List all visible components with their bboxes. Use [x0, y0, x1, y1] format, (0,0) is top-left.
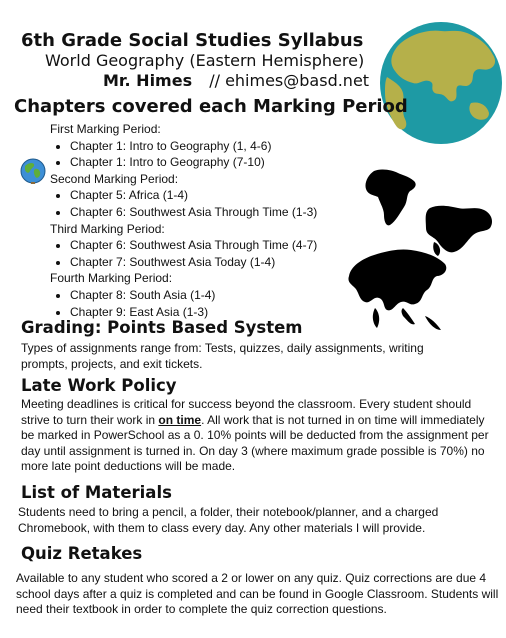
grading-heading: Grading: Points Based System [21, 318, 303, 337]
materials-text: Students need to bring a pencil, a folder, their notebook/planner, and a charged Chromebook, with them to class every day. Any other materials I will provide. [18, 505, 439, 535]
chapters-heading: Chapters covered each Marking Period [14, 96, 408, 117]
materials-heading: List of Materials [21, 483, 172, 502]
list-item: • Chapter 6: Southwest Asia Through Time (4-7) [70, 237, 317, 254]
late-work-text-part: Meeting deadlines is critical for success beyond the classroom. Every student should strive to turn their work in [21, 397, 472, 427]
africa-silhouette [364, 167, 420, 227]
list-item: • Chapter 9: East Asia (1-3) [70, 304, 317, 321]
retakes-text: Available to any student who scored a 2 or lower on any quiz. Quiz corrections are due 4 school days after a quiz is completed and can be found in Google Classroom. Students will need their textbook in order to complete the quiz correction questions. [16, 571, 499, 617]
teacher-contact: // ehimes@basd.net [209, 71, 370, 90]
period-label: First Marking Period: [50, 122, 161, 136]
chapters-list [50, 121, 317, 320]
list-item: • Chapter 1: Intro to Geography (1, 4-6) [70, 138, 317, 155]
page-title: 6th Grade Social Studies Syllabus [21, 30, 364, 51]
list-item: • Chapter 1: Intro to Geography (7-10) [70, 154, 317, 171]
period-label: Fourth Marking Period: [50, 271, 173, 286]
globe-icon [379, 21, 503, 145]
teacher-line [103, 71, 369, 90]
on-time-emphasis: on time [158, 412, 202, 427]
late-work-text-part: . All work that is not turned in on time will immediately be marked in PowerSchool as a 0. 10% points will be deducted from the assignment per day until assignment is turned in. On day 3 (where maximum grade possible is 70%) no more late point deductions will be made. [21, 412, 489, 474]
list-item: • Chapter 8: South Asia (1-4) [70, 287, 317, 304]
list-item: • Chapter 6: Southwest Asia Through Time (1-3) [70, 204, 317, 221]
list-item: • Chapter 7: Southwest Asia Today (1-4) [70, 254, 317, 271]
retakes-heading: Quiz Retakes [21, 544, 143, 563]
late-work-text [21, 397, 489, 475]
small-globe-icon [20, 158, 46, 184]
teacher-name: Mr. Himes [103, 71, 193, 90]
list-item: • Chapter 5: Africa (1-4) [70, 187, 317, 204]
period-label: Third Marking Period: [50, 221, 165, 236]
grading-text: Types of assignments range from: Tests, quizzes, daily assignments, writing prompts, projects, and exit tickets. [21, 341, 424, 371]
late-work-heading: Late Work Policy [21, 376, 177, 395]
course-subtitle: World Geography (Eastern Hemisphere) [45, 51, 365, 70]
period-label: Second Marking Period: [50, 171, 179, 186]
east-asia-silhouette [345, 246, 449, 334]
